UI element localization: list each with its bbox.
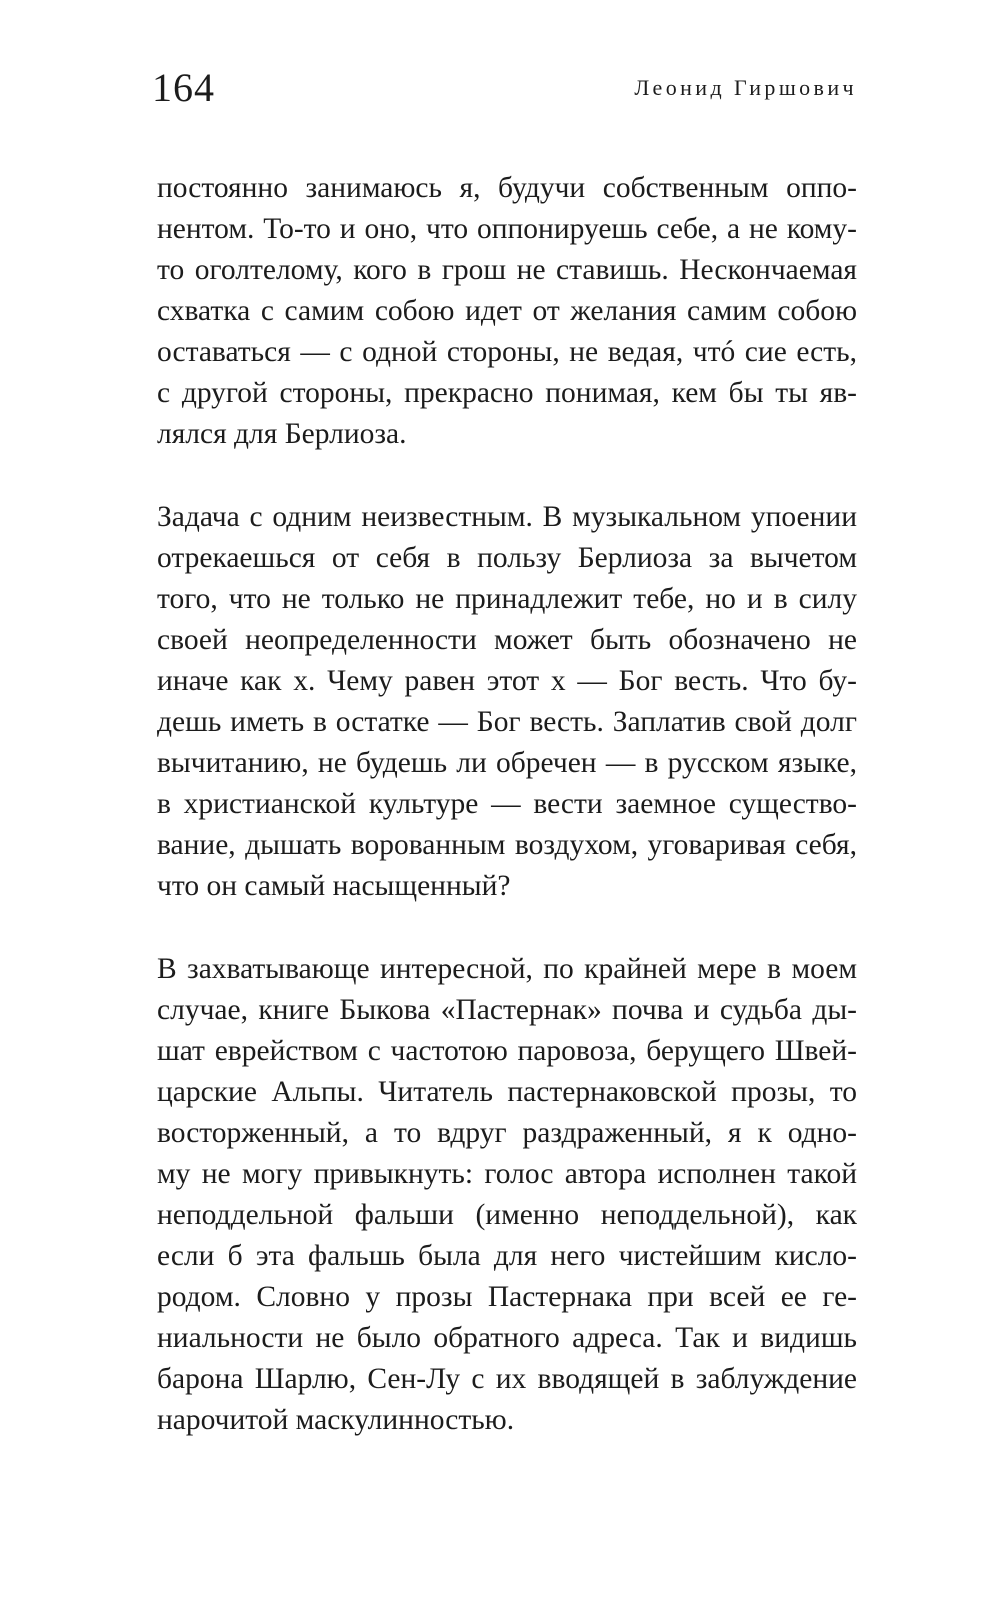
text-line: схватка с самим собою идет от желания самим собою [157, 295, 857, 327]
text-line: родом. Словно у прозы Пастернака при всей ее ге- [157, 1281, 857, 1313]
text-line: своей неопределенности может быть обозначено не [157, 624, 857, 656]
text-line: оставаться — с одной стороны, не ведая, чтó сие есть, [157, 336, 857, 368]
text-line: вание, дышать ворованным воздухом, уговаривая себя, [157, 829, 857, 861]
text-line: дешь иметь в остатке — Бог весть. Заплатив свой долг [157, 706, 857, 738]
text-line: неподдельной фальши (именно неподдельной), как [157, 1199, 857, 1231]
text-line: с другой стороны, прекрасно понимая, кем бы ты яв- [157, 377, 857, 409]
text-line: того, что не только не принадлежит тебе, но и в силу [157, 583, 857, 615]
text-line: то оголтелому, кого в грош не ставишь. Нескончаемая [157, 254, 857, 286]
paragraph-3 [157, 949, 857, 1441]
text-line: Задача с одним неизвестным. В музыкальном упоении [157, 501, 857, 533]
text-line: в христианской культуре — вести заемное существо- [157, 788, 857, 820]
text-line: случае, книге Быкова «Пастернак» почва и судьба ды- [157, 994, 857, 1026]
text-line: шат еврейством с частотою паровоза, берущего Швей- [157, 1035, 857, 1067]
text-line: барона Шарлю, Сен-Лу с их вводящей в заблуждение [157, 1363, 857, 1395]
text-line: нентом. То-то и оно, что оппонируешь себе, а не кому- [157, 213, 857, 245]
text-line: му не могу привыкнуть: голос автора исполнен такой [157, 1158, 857, 1190]
text-line: ниальности не было обратного адреса. Так и видишь [157, 1322, 857, 1354]
text-line: постоянно занимаюсь я, будучи собственным оппо- [157, 172, 857, 204]
text-line: иначе как х. Чему равен этот х — Бог весть. Что бу- [157, 665, 857, 697]
text-line: восторженный, а то вдруг раздраженный, я к одно- [157, 1117, 857, 1149]
text-line: что он самый насыщенный? [157, 870, 511, 902]
text-line: вычитанию, не будешь ли обречен — в русском языке, [157, 747, 857, 779]
paragraph-2 [157, 497, 857, 907]
text-line: царские Альпы. Читатель пастернаковской прозы, то [157, 1076, 857, 1108]
paragraph-1 [157, 168, 857, 455]
text-line: если б эта фальшь была для него чистейшим кисло- [157, 1240, 857, 1272]
paragraph-gap [157, 907, 857, 949]
paragraph-gap [157, 455, 857, 497]
text-line: отрекаешься от себя в пользу Берлиоза за вычетом [157, 542, 857, 574]
body-text [157, 168, 857, 1441]
page-number: 164 [152, 65, 215, 110]
running-head-author: Леонид Гиршович [634, 75, 857, 100]
text-line: В захватывающе интересной, по крайней мере в моем [157, 953, 857, 985]
text-line: лялся для Берлиоза. [157, 418, 407, 450]
text-line: нарочитой маскулинностью. [157, 1404, 515, 1436]
